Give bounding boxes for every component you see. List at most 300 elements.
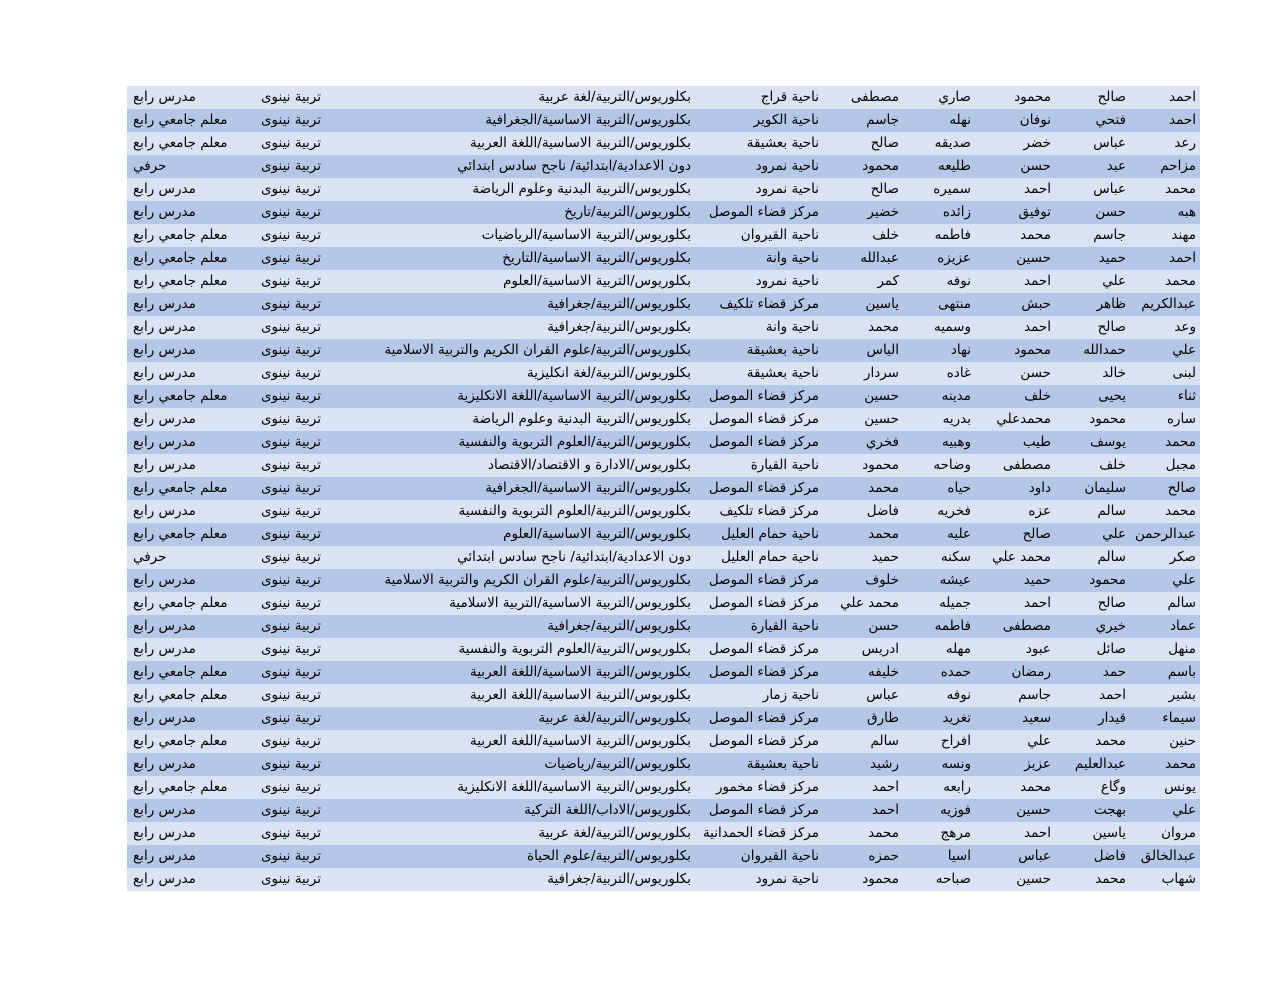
cell-first-name: احمد	[1130, 247, 1200, 270]
cell-mother-name: بدريه	[903, 408, 975, 431]
cell-grandfather-name: حسين	[975, 868, 1055, 891]
cell-job-title: مدرس رابع	[127, 293, 249, 316]
cell-mother-father-name: صالح	[823, 132, 903, 155]
cell-location: ناحية القيروان	[695, 224, 823, 247]
cell-mother-name: غاده	[903, 362, 975, 385]
cell-job-title: حرفي	[127, 155, 249, 178]
cell-job-title: مدرس رابع	[127, 799, 249, 822]
cell-father-name: سالم	[1055, 500, 1130, 523]
cell-location: مركز قضاء الموصل	[695, 707, 823, 730]
cell-directorate: تربية نينوى	[249, 132, 325, 155]
cell-first-name: عبدالكريم	[1130, 293, 1200, 316]
cell-father-name: صالح	[1055, 592, 1130, 615]
cell-grandfather-name: خضر	[975, 132, 1055, 155]
cell-directorate: تربية نينوى	[249, 477, 325, 500]
cell-job-title: مدرس رابع	[127, 615, 249, 638]
cell-mother-name: نهاد	[903, 339, 975, 362]
table-row	[127, 592, 1200, 615]
cell-grandfather-name: مصطفى	[975, 454, 1055, 477]
cell-location: ناحية بعشيقة	[695, 339, 823, 362]
cell-first-name: سالم	[1130, 592, 1200, 615]
cell-qualification: بكلوريوس/التربية/جغرافية	[325, 293, 695, 316]
table-row	[127, 431, 1200, 454]
cell-first-name: باسم	[1130, 661, 1200, 684]
cell-father-name: احمد	[1055, 684, 1130, 707]
cell-father-name: محمد	[1055, 730, 1130, 753]
spreadsheet	[127, 86, 1200, 891]
cell-directorate: تربية نينوى	[249, 730, 325, 753]
cell-qualification: بكلوريوس/التربية الاساسية/العلوم	[325, 523, 695, 546]
cell-qualification: بكلوريوس/التربية الاساسية/اللغة الانكليزية	[325, 776, 695, 799]
cell-mother-name: تغريد	[903, 707, 975, 730]
cell-directorate: تربية نينوى	[249, 201, 325, 224]
cell-job-title: مدرس رابع	[127, 868, 249, 891]
cell-grandfather-name: نوفان	[975, 109, 1055, 132]
cell-grandfather-name: خلف	[975, 385, 1055, 408]
cell-job-title: مدرس رابع	[127, 86, 249, 109]
cell-mother-father-name: الياس	[823, 339, 903, 362]
table-row	[127, 270, 1200, 293]
cell-qualification: بكلوريوس/التربية/العلوم التربوية والنفسية	[325, 500, 695, 523]
cell-father-name: حسن	[1055, 201, 1130, 224]
cell-job-title: مدرس رابع	[127, 408, 249, 431]
cell-mother-father-name: خضير	[823, 201, 903, 224]
cell-grandfather-name: حسين	[975, 799, 1055, 822]
cell-mother-name: فاطمه	[903, 224, 975, 247]
cell-job-title: مدرس رابع	[127, 753, 249, 776]
cell-first-name: محمد	[1130, 178, 1200, 201]
cell-directorate: تربية نينوى	[249, 408, 325, 431]
cell-grandfather-name: محمد	[975, 776, 1055, 799]
cell-first-name: مجبل	[1130, 454, 1200, 477]
cell-mother-father-name: مصطفى	[823, 86, 903, 109]
cell-job-title: مدرس رابع	[127, 178, 249, 201]
cell-grandfather-name: علي	[975, 730, 1055, 753]
cell-first-name: بشير	[1130, 684, 1200, 707]
cell-grandfather-name: عزه	[975, 500, 1055, 523]
cell-directorate: تربية نينوى	[249, 707, 325, 730]
cell-mother-name: ونسه	[903, 753, 975, 776]
cell-mother-father-name: ادريس	[823, 638, 903, 661]
cell-location: مركز قضاء الموصل	[695, 431, 823, 454]
cell-father-name: حمدالله	[1055, 339, 1130, 362]
cell-grandfather-name: احمد	[975, 178, 1055, 201]
cell-mother-name: منتهى	[903, 293, 975, 316]
cell-mother-father-name: عبدالله	[823, 247, 903, 270]
cell-job-title: معلم جامعي رابع	[127, 776, 249, 799]
cell-first-name: منهل	[1130, 638, 1200, 661]
cell-qualification: بكلوريوس/التربية/العلوم التربوية والنفسية	[325, 431, 695, 454]
cell-father-name: يوسف	[1055, 431, 1130, 454]
cell-qualification: بكلوريوس/التربية/جغرافية	[325, 615, 695, 638]
cell-grandfather-name: حسن	[975, 362, 1055, 385]
cell-mother-father-name: احمد	[823, 776, 903, 799]
cell-father-name: صالح	[1055, 316, 1130, 339]
cell-qualification: بكلوريوس/التربية البدنية وعلوم الرياضة	[325, 408, 695, 431]
cell-first-name: ساره	[1130, 408, 1200, 431]
cell-location: ناحية قراج	[695, 86, 823, 109]
cell-first-name: احمد	[1130, 86, 1200, 109]
cell-mother-name: حمده	[903, 661, 975, 684]
cell-father-name: محمد	[1055, 868, 1130, 891]
cell-directorate: تربية نينوى	[249, 293, 325, 316]
table-row	[127, 730, 1200, 753]
cell-qualification: بكلوريوس/التربية الاساسية/اللغة العربية	[325, 730, 695, 753]
cell-job-title: حرفي	[127, 546, 249, 569]
cell-qualification: بكلوريوس/التربية الاساسية/اللغة العربية	[325, 661, 695, 684]
cell-father-name: خيري	[1055, 615, 1130, 638]
cell-mother-father-name: محمود	[823, 155, 903, 178]
cell-directorate: تربية نينوى	[249, 178, 325, 201]
cell-job-title: مدرس رابع	[127, 638, 249, 661]
cell-directorate: تربية نينوى	[249, 799, 325, 822]
cell-location: ناحية القيارة	[695, 454, 823, 477]
cell-qualification: بكلوريوس/التربية/لغة انكليزية	[325, 362, 695, 385]
cell-mother-father-name: ياسين	[823, 293, 903, 316]
cell-location: مركز قضاء الموصل	[695, 661, 823, 684]
cell-job-title: معلم جامعي رابع	[127, 730, 249, 753]
cell-mother-father-name: سردار	[823, 362, 903, 385]
cell-qualification: دون الاعدادية/ابتدائية/ ناجح سادس ابتدائي	[325, 155, 695, 178]
cell-first-name: سيماء	[1130, 707, 1200, 730]
cell-qualification: بكلوريوس/التربية/علوم القران الكريم والتربية الاسلامية	[325, 569, 695, 592]
table-row	[127, 385, 1200, 408]
cell-grandfather-name: احمد	[975, 270, 1055, 293]
cell-mother-father-name: محمد	[823, 477, 903, 500]
cell-qualification: بكلوريوس/التربية الاساسية/الجغرافية	[325, 109, 695, 132]
cell-first-name: محمد	[1130, 270, 1200, 293]
cell-job-title: مدرس رابع	[127, 500, 249, 523]
cell-mother-name: وهبيه	[903, 431, 975, 454]
cell-father-name: حمد	[1055, 661, 1130, 684]
cell-qualification: بكلوريوس/التربية/لغة عربية	[325, 822, 695, 845]
cell-qualification: بكلوريوس/التربية الاساسية/اللغة العربية	[325, 132, 695, 155]
cell-mother-father-name: محمود	[823, 454, 903, 477]
cell-mother-name: نوفه	[903, 684, 975, 707]
cell-grandfather-name: جاسم	[975, 684, 1055, 707]
cell-directorate: تربية نينوى	[249, 385, 325, 408]
cell-location: مركز قضاء الموصل	[695, 408, 823, 431]
cell-first-name: حنين	[1130, 730, 1200, 753]
cell-job-title: مدرس رابع	[127, 569, 249, 592]
cell-father-name: قيدار	[1055, 707, 1130, 730]
cell-father-name: عبدالعليم	[1055, 753, 1130, 776]
cell-location: ناحية بعشيقة	[695, 132, 823, 155]
cell-location: ناحية وانة	[695, 247, 823, 270]
table-row	[127, 569, 1200, 592]
table-row	[127, 316, 1200, 339]
cell-location: مركز قضاء الموصل	[695, 385, 823, 408]
cell-father-name: صائل	[1055, 638, 1130, 661]
cell-mother-name: زائده	[903, 201, 975, 224]
cell-first-name: شهاب	[1130, 868, 1200, 891]
cell-mother-father-name: جاسم	[823, 109, 903, 132]
cell-father-name: فاضل	[1055, 845, 1130, 868]
cell-mother-name: صاري	[903, 86, 975, 109]
cell-father-name: علي	[1055, 523, 1130, 546]
table-row	[127, 684, 1200, 707]
cell-mother-father-name: احمد	[823, 799, 903, 822]
cell-job-title: معلم جامعي رابع	[127, 270, 249, 293]
table-row	[127, 638, 1200, 661]
cell-location: ناحية نمرود	[695, 155, 823, 178]
cell-directorate: تربية نينوى	[249, 362, 325, 385]
cell-first-name: رعد	[1130, 132, 1200, 155]
cell-job-title: مدرس رابع	[127, 201, 249, 224]
cell-mother-name: مدينه	[903, 385, 975, 408]
cell-location: ناحية الكوير	[695, 109, 823, 132]
cell-qualification: بكلوريوس/التربية الاساسية/التاريخ	[325, 247, 695, 270]
table-row	[127, 408, 1200, 431]
cell-location: مركز قضاء مخمور	[695, 776, 823, 799]
cell-mother-father-name: كمر	[823, 270, 903, 293]
cell-first-name: محمد	[1130, 753, 1200, 776]
cell-mother-name: عزيزه	[903, 247, 975, 270]
cell-directorate: تربية نينوى	[249, 86, 325, 109]
cell-grandfather-name: عباس	[975, 845, 1055, 868]
cell-mother-father-name: عباس	[823, 684, 903, 707]
table-row	[127, 454, 1200, 477]
table-row	[127, 247, 1200, 270]
cell-qualification: بكلوريوس/التربية/تاريخ	[325, 201, 695, 224]
cell-grandfather-name: حسين	[975, 247, 1055, 270]
cell-job-title: معلم جامعي رابع	[127, 661, 249, 684]
cell-grandfather-name: رمضان	[975, 661, 1055, 684]
cell-directorate: تربية نينوى	[249, 615, 325, 638]
table-row	[127, 523, 1200, 546]
cell-location: ناحية بعشيقة	[695, 362, 823, 385]
cell-directorate: تربية نينوى	[249, 546, 325, 569]
table-row	[127, 661, 1200, 684]
cell-location: مركز قضاء تلكيف	[695, 500, 823, 523]
data-table	[127, 86, 1200, 891]
cell-grandfather-name: سعيد	[975, 707, 1055, 730]
cell-grandfather-name: حميد	[975, 569, 1055, 592]
cell-mother-name: وضاحه	[903, 454, 975, 477]
cell-job-title: معلم جامعي رابع	[127, 385, 249, 408]
cell-mother-name: فخريه	[903, 500, 975, 523]
cell-job-title: مدرس رابع	[127, 707, 249, 730]
cell-mother-father-name: خلف	[823, 224, 903, 247]
cell-location: ناحية زمار	[695, 684, 823, 707]
cell-mother-father-name: سالم	[823, 730, 903, 753]
cell-job-title: مدرس رابع	[127, 454, 249, 477]
cell-mother-father-name: رشيد	[823, 753, 903, 776]
cell-qualification: بكلوريوس/التربية الاساسية/اللغة الانكليزية	[325, 385, 695, 408]
cell-first-name: مزاحم	[1130, 155, 1200, 178]
cell-grandfather-name: محمد	[975, 224, 1055, 247]
cell-mother-name: رابعه	[903, 776, 975, 799]
cell-first-name: لبنى	[1130, 362, 1200, 385]
cell-father-name: علي	[1055, 270, 1130, 293]
cell-qualification: بكلوريوس/التربية البدنية وعلوم الرياضة	[325, 178, 695, 201]
cell-location: ناحية نمرود	[695, 270, 823, 293]
cell-mother-father-name: محمد	[823, 316, 903, 339]
cell-mother-father-name: خلوف	[823, 569, 903, 592]
cell-qualification: بكلوريوس/الاداب/اللغة التركية	[325, 799, 695, 822]
table-row	[127, 201, 1200, 224]
cell-directorate: تربية نينوى	[249, 339, 325, 362]
table-row	[127, 224, 1200, 247]
cell-directorate: تربية نينوى	[249, 109, 325, 132]
cell-job-title: معلم جامعي رابع	[127, 109, 249, 132]
cell-directorate: تربية نينوى	[249, 270, 325, 293]
cell-mother-name: افراح	[903, 730, 975, 753]
cell-first-name: علي	[1130, 799, 1200, 822]
cell-location: مركز قضاء الحمدانية	[695, 822, 823, 845]
cell-mother-name: نهله	[903, 109, 975, 132]
cell-first-name: محمد	[1130, 431, 1200, 454]
cell-directorate: تربية نينوى	[249, 684, 325, 707]
cell-mother-father-name: فخري	[823, 431, 903, 454]
cell-location: مركز قضاء الموصل	[695, 638, 823, 661]
cell-father-name: عبد	[1055, 155, 1130, 178]
cell-father-name: خلف	[1055, 454, 1130, 477]
cell-first-name: هبه	[1130, 201, 1200, 224]
cell-mother-name: حياه	[903, 477, 975, 500]
table-row	[127, 477, 1200, 500]
cell-directorate: تربية نينوى	[249, 868, 325, 891]
cell-job-title: مدرس رابع	[127, 316, 249, 339]
cell-location: مركز قضاء الموصل	[695, 799, 823, 822]
cell-mother-father-name: طارق	[823, 707, 903, 730]
cell-first-name: ثناء	[1130, 385, 1200, 408]
cell-father-name: محمود	[1055, 569, 1130, 592]
cell-grandfather-name: احمد	[975, 822, 1055, 845]
cell-first-name: محمد	[1130, 500, 1200, 523]
cell-father-name: عباس	[1055, 178, 1130, 201]
cell-mother-father-name: فاضل	[823, 500, 903, 523]
cell-location: ناحية القيارة	[695, 615, 823, 638]
cell-father-name: وگاع	[1055, 776, 1130, 799]
cell-job-title: معلم جامعي رابع	[127, 477, 249, 500]
cell-location: مركز قضاء تلكيف	[695, 293, 823, 316]
cell-mother-father-name: محمود	[823, 868, 903, 891]
cell-mother-name: عيشه	[903, 569, 975, 592]
cell-qualification: بكلوريوس/التربية/لغة عربية	[325, 707, 695, 730]
cell-job-title: مدرس رابع	[127, 339, 249, 362]
cell-location: ناحية نمرود	[695, 178, 823, 201]
table-row	[127, 132, 1200, 155]
cell-father-name: سليمان	[1055, 477, 1130, 500]
cell-location: مركز قضاء الموصل	[695, 569, 823, 592]
cell-mother-father-name: حمزه	[823, 845, 903, 868]
cell-mother-father-name: حميد	[823, 546, 903, 569]
cell-job-title: معلم جامعي رابع	[127, 247, 249, 270]
cell-directorate: تربية نينوى	[249, 155, 325, 178]
cell-mother-father-name: محمد علي	[823, 592, 903, 615]
cell-directorate: تربية نينوى	[249, 247, 325, 270]
cell-mother-name: نوفه	[903, 270, 975, 293]
table-row	[127, 707, 1200, 730]
cell-location: ناحية القيروان	[695, 845, 823, 868]
cell-father-name: بهجت	[1055, 799, 1130, 822]
cell-mother-father-name: حسين	[823, 408, 903, 431]
cell-job-title: معلم جامعي رابع	[127, 592, 249, 615]
cell-grandfather-name: حبش	[975, 293, 1055, 316]
cell-grandfather-name: محمود	[975, 86, 1055, 109]
cell-qualification: بكلوريوس/التربية الاساسية/التربية الاسلامية	[325, 592, 695, 615]
cell-directorate: تربية نينوى	[249, 523, 325, 546]
cell-first-name: يونس	[1130, 776, 1200, 799]
cell-first-name: علي	[1130, 339, 1200, 362]
cell-grandfather-name: احمد	[975, 592, 1055, 615]
cell-directorate: تربية نينوى	[249, 845, 325, 868]
cell-first-name: مهند	[1130, 224, 1200, 247]
cell-qualification: بكلوريوس/التربية/رياضيات	[325, 753, 695, 776]
cell-grandfather-name: مصطفى	[975, 615, 1055, 638]
cell-mother-name: مرهج	[903, 822, 975, 845]
cell-qualification: بكلوريوس/التربية الاساسية/الرياضيات	[325, 224, 695, 247]
cell-father-name: ياسين	[1055, 822, 1130, 845]
table-row	[127, 293, 1200, 316]
table-row	[127, 615, 1200, 638]
cell-father-name: جاسم	[1055, 224, 1130, 247]
cell-job-title: مدرس رابع	[127, 362, 249, 385]
table-row	[127, 546, 1200, 569]
cell-father-name: عباس	[1055, 132, 1130, 155]
table-row	[127, 339, 1200, 362]
cell-mother-father-name: خليفه	[823, 661, 903, 684]
cell-first-name: عبدالرحمن	[1130, 523, 1200, 546]
cell-father-name: ظاهر	[1055, 293, 1130, 316]
cell-location: ناحية بعشيقة	[695, 753, 823, 776]
cell-father-name: يحيى	[1055, 385, 1130, 408]
cell-first-name: علي	[1130, 569, 1200, 592]
cell-mother-name: طليعه	[903, 155, 975, 178]
cell-mother-name: مهله	[903, 638, 975, 661]
table-row	[127, 776, 1200, 799]
cell-directorate: تربية نينوى	[249, 316, 325, 339]
cell-mother-father-name: محمد	[823, 523, 903, 546]
cell-qualification: بكلوريوس/التربية الاساسية/العلوم	[325, 270, 695, 293]
cell-directorate: تربية نينوى	[249, 454, 325, 477]
cell-mother-name: عليه	[903, 523, 975, 546]
cell-directorate: تربية نينوى	[249, 661, 325, 684]
cell-mother-name: اسيا	[903, 845, 975, 868]
cell-mother-name: سكنه	[903, 546, 975, 569]
cell-qualification: بكلوريوس/التربية/علوم الحياة	[325, 845, 695, 868]
cell-directorate: تربية نينوى	[249, 753, 325, 776]
cell-grandfather-name: محمد علي	[975, 546, 1055, 569]
cell-job-title: معلم جامعي رابع	[127, 523, 249, 546]
cell-first-name: عبدالخالق	[1130, 845, 1200, 868]
cell-grandfather-name: عبود	[975, 638, 1055, 661]
table-row	[127, 362, 1200, 385]
cell-mother-father-name: محمد	[823, 822, 903, 845]
table-row	[127, 845, 1200, 868]
cell-directorate: تربية نينوى	[249, 569, 325, 592]
cell-job-title: مدرس رابع	[127, 822, 249, 845]
cell-father-name: حميد	[1055, 247, 1130, 270]
cell-father-name: صالح	[1055, 86, 1130, 109]
cell-grandfather-name: توفيق	[975, 201, 1055, 224]
table-row	[127, 868, 1200, 891]
table-body	[127, 86, 1200, 891]
cell-first-name: احمد	[1130, 109, 1200, 132]
cell-qualification: بكلوريوس/الادارة و الاقتصاد/الاقتصاد	[325, 454, 695, 477]
cell-location: مركز قضاء الموصل	[695, 730, 823, 753]
cell-mother-name: سميره	[903, 178, 975, 201]
cell-location: ناحية حمام العليل	[695, 523, 823, 546]
cell-mother-name: وسميه	[903, 316, 975, 339]
cell-location: مركز قضاء الموصل	[695, 201, 823, 224]
cell-job-title: مدرس رابع	[127, 431, 249, 454]
cell-first-name: مروان	[1130, 822, 1200, 845]
cell-first-name: وعد	[1130, 316, 1200, 339]
table-row	[127, 178, 1200, 201]
cell-grandfather-name: طيب	[975, 431, 1055, 454]
